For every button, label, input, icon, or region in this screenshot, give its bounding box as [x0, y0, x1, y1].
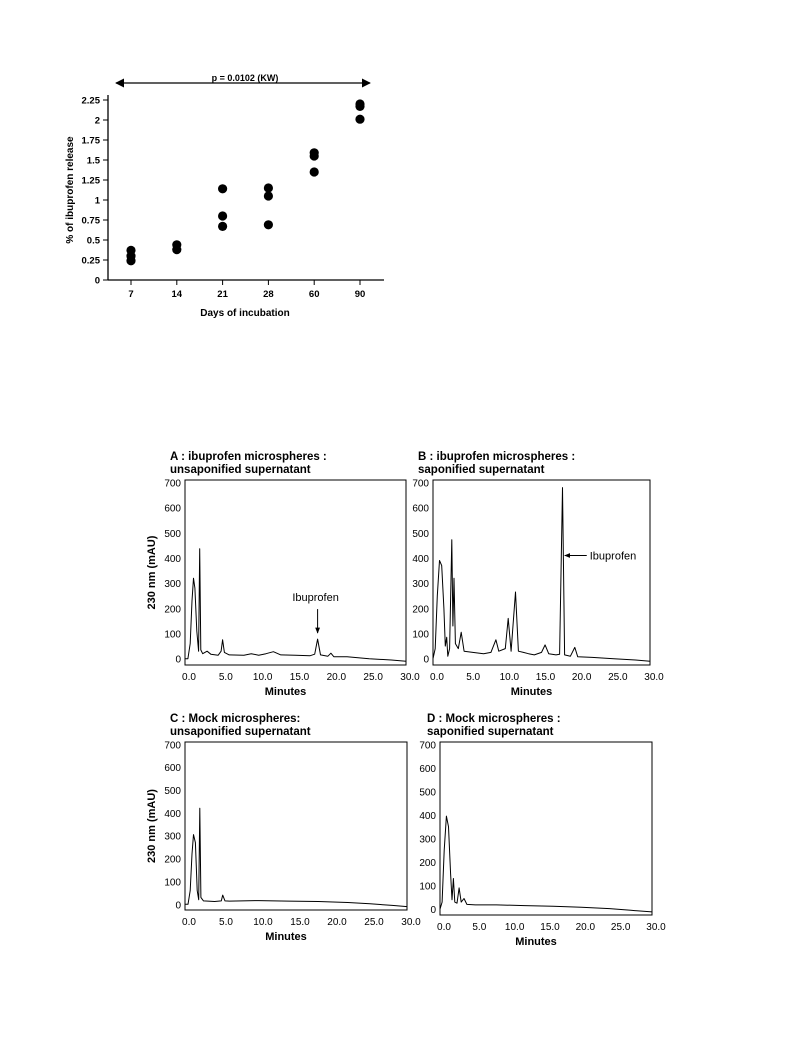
chromatogram-D-x-axis-label: Minutes [515, 936, 557, 948]
chromatogram-C-x-axis-label: Minutes [265, 931, 307, 943]
chromatogram-B-x-tick-label: 30.0 [644, 672, 664, 683]
scatter-x-tick-label: 14 [171, 289, 183, 300]
chromatogram-B-x-tick-label: 25.0 [608, 672, 628, 683]
scatter-y-tick-label: 1.75 [81, 135, 100, 147]
chromatogram-D-frame [440, 742, 652, 915]
chromatogram-C-title-line2: unsaponified supernatant [170, 726, 311, 738]
chromatogram-C-y-tick-label: 100 [164, 877, 181, 889]
chromatogram-B-x-tick-label: 0.0 [430, 672, 444, 683]
chromatogram-C-x-tick-label: 5.0 [219, 917, 233, 928]
significance-label: p = 0.0102 (KW) [211, 73, 279, 83]
scatter-y-tick-label: 1.5 [86, 155, 100, 167]
chromatogram-B-title-line2: saponified supernatant [418, 464, 545, 476]
chromatogram-B-x-tick-label: 15.0 [535, 672, 556, 683]
chromatogram-D-title-line2: saponified supernatant [427, 726, 554, 738]
chromatogram-C-title-line1: C : Mock microspheres: [170, 713, 301, 725]
chromatogram-B-x-axis-label: Minutes [510, 686, 553, 698]
chromatogram-B-y-tick-label: 200 [412, 604, 429, 616]
chromatogram-C-y-tick-label: 400 [164, 808, 181, 820]
chromatogram-D-title-line1: D : Mock microspheres : [427, 713, 561, 725]
chromatogram-A-x-tick-label: 5.0 [218, 672, 233, 683]
chromatogram-B-title-line1: B : ibuprofen microspheres : [418, 451, 576, 463]
chromatogram-A-frame [185, 480, 406, 665]
chromatogram-A-x-tick-label: 20.0 [326, 672, 347, 683]
chromatogram-B-y-tick-label: 0 [423, 654, 429, 666]
chromatogram-B-y-tick-label: 400 [412, 554, 429, 566]
chromatogram-C-x-tick-label: 0.0 [182, 917, 196, 928]
chromatogram-A-y-axis-label: 230 nm (mAU) [146, 535, 158, 610]
chromatogram-D-x-tick-label: 15.0 [540, 922, 560, 933]
chromatogram-D-y-tick-label: 700 [419, 740, 436, 752]
chromatogram-B-y-tick-label: 600 [412, 503, 429, 515]
chromatogram-A-title-line2: unsaponified supernatant [170, 464, 311, 476]
chromatogram-A-y-tick-label: 600 [164, 503, 181, 515]
chromatogram-C-y-tick-label: 700 [164, 740, 181, 752]
chromatogram-A-x-tick-label: 10.0 [252, 672, 273, 683]
scatter-point [218, 184, 227, 193]
chromatogram-D-x-tick-label: 5.0 [472, 922, 487, 933]
scatter-point [355, 115, 364, 124]
chromatogram-A-y-tick-label: 0 [175, 654, 181, 666]
scatter-point [218, 222, 227, 231]
scatter-point [172, 240, 181, 249]
scatter-y-tick-label: 0 [94, 275, 100, 287]
chromatogram-D-x-tick-label: 0.0 [437, 922, 451, 933]
scatter-point [310, 148, 319, 157]
scatter-x-tick-label: 7 [128, 289, 134, 300]
chromatogram-A-x-axis-label: Minutes [264, 686, 307, 698]
chromatogram-D-y-tick-label: 0 [430, 905, 436, 917]
chromatogram-A-x-tick-label: 25.0 [363, 672, 383, 683]
ibuprofen-label-B: Ibuprofen [589, 550, 637, 563]
chromatogram-C-y-axis-label: 230 nm (mAU) [146, 789, 158, 863]
chromatogram-C-y-tick-label: 300 [164, 831, 181, 843]
chromatogram-D-y-tick-label: 500 [419, 787, 436, 799]
scatter-point [126, 246, 135, 255]
scatter-y-axis-label: % of ibuprofen release [65, 136, 76, 244]
chromatogram-B-trace [433, 488, 650, 662]
chromatogram-D-x-tick-label: 30.0 [646, 922, 666, 933]
scatter-y-tick-label: 1.25 [81, 175, 100, 187]
chromatogram-A-y-tick-label: 400 [164, 554, 181, 566]
chromatogram-D-y-tick-label: 200 [419, 858, 436, 870]
chromatogram-B-y-tick-label: 500 [412, 528, 429, 540]
chromatogram-B-y-tick-label: 100 [412, 629, 429, 641]
chromatogram-A-y-tick-label: 500 [164, 528, 181, 540]
scatter-x-tick-label: 28 [263, 289, 274, 300]
chromatogram-A-x-tick-label: 30.0 [400, 672, 420, 683]
chromatogram-C-y-tick-label: 600 [164, 763, 181, 775]
scatter-point [264, 191, 273, 200]
scatter-point [355, 99, 364, 108]
chromatogram-B-y-tick-label: 700 [412, 478, 429, 490]
chromatogram-C-x-tick-label: 20.0 [327, 917, 347, 928]
chromatogram-A-title-line1: A : ibuprofen microspheres : [170, 451, 327, 463]
chromatogram-C-x-tick-label: 25.0 [364, 917, 384, 928]
chromatogram-C-y-tick-label: 500 [164, 786, 181, 797]
chromatogram-C-x-tick-label: 10.0 [253, 917, 273, 928]
scatter-point [264, 183, 273, 192]
chromatogram-C-trace [185, 808, 407, 906]
chromatogram-A-y-tick-label: 300 [164, 579, 181, 591]
chromatogram-D-x-tick-label: 10.0 [504, 922, 525, 933]
chromatogram-A-y-tick-label: 700 [164, 478, 181, 490]
chromatogram-C-x-tick-label: 30.0 [401, 917, 421, 928]
chromatogram-C-y-tick-label: 200 [164, 854, 181, 866]
chromatogram-A-trace [185, 549, 406, 662]
scatter-y-tick-label: 0.5 [86, 235, 100, 247]
chromatogram-D-x-tick-label: 25.0 [610, 922, 631, 933]
scatter-y-tick-label: 0.25 [81, 255, 100, 267]
scatter-x-axis-label: Days of incubation [200, 308, 290, 319]
chromatogram-D-y-tick-label: 600 [419, 763, 436, 775]
chromatogram-D-trace [440, 816, 652, 912]
chromatogram-A-y-tick-label: 100 [164, 629, 181, 641]
ibuprofen-label-A: Ibuprofen [292, 592, 339, 605]
chromatogram-D-y-tick-label: 400 [419, 810, 436, 822]
chromatogram-B-x-tick-label: 20.0 [571, 672, 592, 683]
chromatogram-A-x-tick-label: 15.0 [289, 672, 310, 683]
chromatogram-D-y-tick-label: 100 [419, 881, 436, 893]
chromatogram-D-y-tick-label: 300 [419, 834, 436, 846]
scatter-y-tick-label: 2 [94, 115, 100, 127]
chromatogram-B-y-tick-label: 300 [412, 579, 429, 591]
chromatogram-A-x-tick-label: 0.0 [182, 672, 196, 683]
scatter-x-tick-label: 90 [354, 289, 366, 300]
scatter-point [218, 211, 227, 220]
chromatogram-D-x-tick-label: 20.0 [575, 922, 596, 933]
chromatogram-B-x-tick-label: 10.0 [499, 672, 520, 683]
scatter-x-tick-label: 60 [308, 289, 320, 300]
chromatogram-B-frame [433, 480, 650, 665]
scatter-x-tick-label: 21 [217, 289, 228, 300]
chromatogram-A-y-tick-label: 200 [164, 604, 181, 616]
scatter-point [264, 220, 273, 229]
scatter-y-tick-label: 1 [94, 195, 100, 207]
chromatogram-C-y-tick-label: 0 [175, 900, 181, 912]
chromatogram-C-x-tick-label: 15.0 [290, 917, 310, 928]
chromatogram-C-frame [185, 742, 407, 910]
scatter-y-tick-label: 0.75 [81, 215, 100, 227]
scatter-y-tick-label: 2.25 [81, 95, 100, 107]
chromatogram-B-x-tick-label: 5.0 [466, 672, 481, 683]
scatter-point [310, 167, 319, 176]
